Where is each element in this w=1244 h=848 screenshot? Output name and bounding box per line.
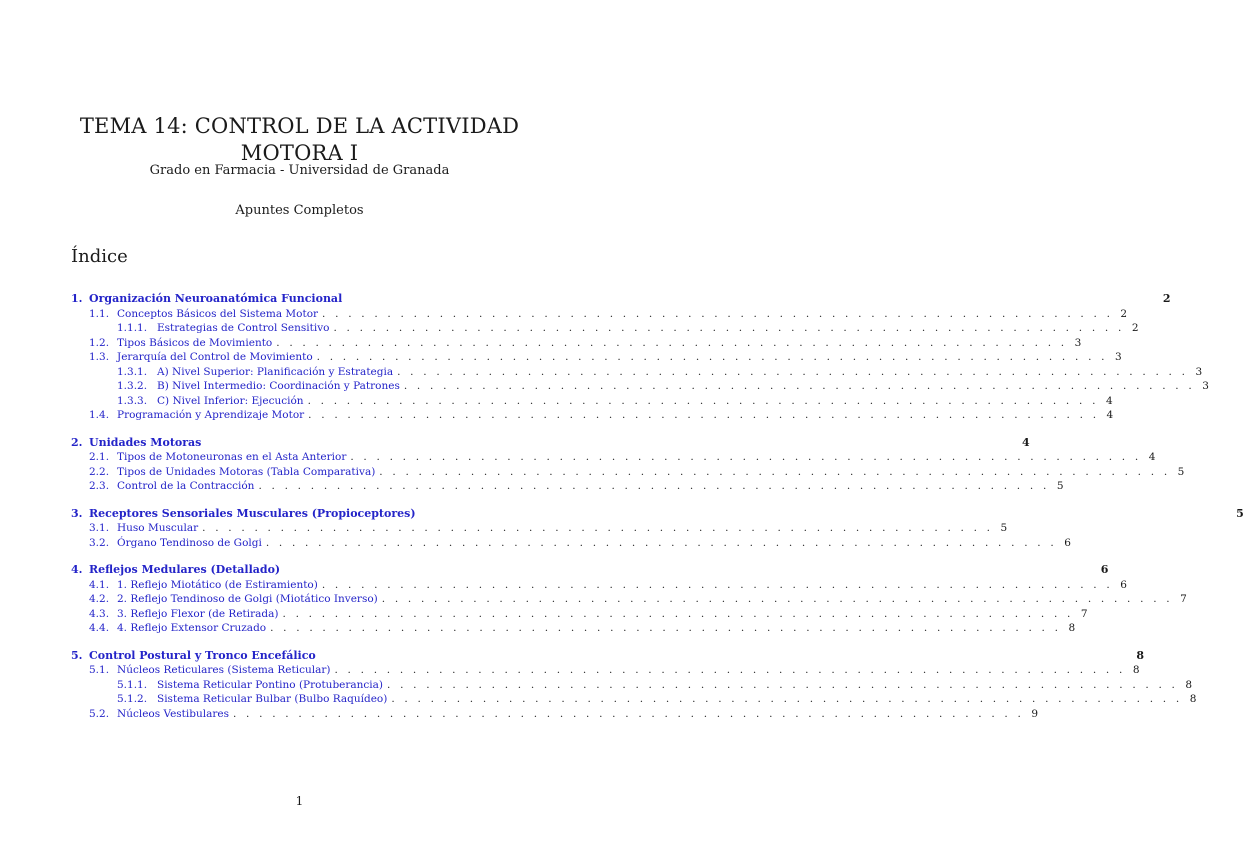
toc-entry-page: 8 (1189, 693, 1197, 705)
toc-entry-number[interactable]: 3.2. (89, 536, 110, 549)
toc-entry-label[interactable]: 3. Reflejo Flexor (de Retirada) (117, 607, 279, 620)
toc-entry-page: 2 (1131, 322, 1139, 334)
toc-section-entry[interactable] (71, 435, 1030, 451)
toc-dot-leader: . . . . . . . . . . . . . . . . . . . . . . . . . . . . . . . . . . . . . . . . . . . . . . . . . . . . . . . . . . . . . (381, 593, 1173, 605)
toc-section-entry[interactable] (71, 292, 1171, 307)
toc-entry-page: 4 (1022, 435, 1030, 449)
toc-entry-number[interactable]: 1.1. (89, 307, 110, 320)
toc-dot-leader: . . . . . . . . . . . . . . . . . . . . . . . . . . . . . . . . . . . . . . . . . . . . . . . . . . . . . . . . . . . . . (282, 607, 1074, 620)
toc-dot-leader: . . . . . . . . . . . . . . . . . . . . . . . . . . . . . . . . . . . . . . . . . . . . . . . . . . . . . . . . . . . . . (333, 322, 1125, 334)
toc-entry-label[interactable]: Control Postural y Tronco Encefálico (89, 648, 316, 662)
toc-dot-leader: . . . . . . . . . . . . . . . . . . . . . . . . . . . . . . . . . . . . . . . . . . . . . . . . . . . . . . . . . . . . . (350, 451, 1142, 463)
toc-dot-leader: . . . . . . . . . . . . . . . . . . . . . . . . . . . . . . . . . . . . . . . . . . . . . . . . . . . . . . . . . . . . . (258, 480, 1050, 492)
title-line-1: TEMA 14: CONTROL DE LA ACTIVIDAD (79, 114, 520, 138)
toc-entry-page: 5 (1000, 522, 1008, 534)
toc-dot-leader: . . . . . . . . . . . . . . . . . . . . . . . . . . . . . . . . . . . . . . . . . . . . . . . . . . . . . . . . . . . . . (334, 664, 1126, 676)
toc-dot-leader: . . . . . . . . . . . . . . . . . . . . . . . . . . . . . . . . . . . . . . . . . . . . . . . . . . . . . . . . . . . . . (379, 465, 1171, 478)
toc-entry-label[interactable]: Programación y Aprendizaje Motor (117, 409, 305, 421)
toc-entry-page: 3 (1202, 380, 1209, 392)
toc-entry-page: 8 (1132, 664, 1140, 676)
toc-entry-label[interactable]: Receptores Sensoriales Musculares (Propioceptores) (89, 506, 416, 520)
toc-entry-number[interactable]: 1.3.1. (117, 365, 148, 378)
toc-subsection-entry[interactable] (71, 607, 1088, 622)
toc-entry-label[interactable]: Unidades Motoras (89, 435, 202, 449)
table-of-contents (71, 292, 1244, 734)
toc-dot-leader: . . . . . . . . . . . . . . . . . . . . . . . . . . . . . . . . . . . . . . . . . . . . . . . . . . . . . . . . . . . . . (397, 365, 1189, 378)
toc-entry-number[interactable]: 4. (71, 563, 83, 576)
toc-entry-label[interactable]: Sistema Reticular Bulbar (Bulbo Raquídeo) (157, 693, 388, 705)
toc-section-block (71, 563, 1187, 636)
toc-entry-page: 2 (1120, 307, 1128, 320)
toc-dot-leader: . . . . . . . . . . . . . . . . . . . . . . . . . . . . . . . . . . . . . . . . . . . . . . . . . . . . . . . . . . . . . (307, 394, 1099, 407)
toc-entry-label[interactable]: Organización Neuroanatómica Funcional (89, 292, 343, 305)
toc-subsection-entry[interactable] (71, 521, 1008, 536)
toc-subsubsection-entry[interactable] (71, 678, 1193, 693)
toc-entry-number[interactable]: 5.1. (89, 664, 110, 676)
toc-entry-label[interactable]: Jerarquía del Control de Movimiento (117, 351, 313, 363)
toc-entry-label[interactable]: Huso Muscular (117, 522, 199, 534)
toc-entry-page: 4 (1148, 451, 1156, 463)
toc-dot-leader: . . . . . . . . . . . . . . . . . . . . . . . . . . . . . . . . . . . . . . . . . . . . . . . . . . . . . . . . . . . . . (322, 307, 1114, 320)
toc-entry-number[interactable]: 5.1.2. (117, 693, 148, 705)
toc-entry-label[interactable]: Tipos Básicos de Movimiento (117, 336, 273, 349)
toc-entry-page: 4 (1105, 394, 1113, 407)
toc-subsection-entry[interactable] (71, 707, 1039, 722)
document-subtitle: Grado en Farmacia - Universidad de Granada (149, 163, 450, 178)
toc-entry-page: 5 (1177, 465, 1185, 478)
toc-subsection-entry[interactable] (71, 408, 1114, 423)
toc-subsubsection-entry[interactable] (71, 394, 1113, 409)
toc-entry-label[interactable]: Tipos de Motoneuronas en el Asta Anterior (117, 451, 347, 463)
toc-entry-label[interactable]: C) Nivel Inferior: Ejecución (157, 394, 304, 407)
toc-entry-label[interactable]: 2. Reflejo Tendinoso de Golgi (Miotático Inverso) (117, 593, 378, 605)
toc-subsection-entry[interactable] (71, 465, 1185, 480)
toc-subsection-entry[interactable] (71, 450, 1156, 465)
toc-section-block (71, 292, 1209, 423)
toc-entry-page: 8 (1068, 622, 1076, 634)
toc-heading: Índice (71, 246, 128, 267)
toc-entry-number[interactable]: 2.1. (89, 451, 110, 463)
page-number: 1 (295, 794, 304, 808)
toc-dot-leader: . . . . . . . . . . . . . . . . . . . . . . . . . . . . . . . . . . . . . . . . . . . . . . . . . . . . . . . . . . . . . (391, 693, 1183, 705)
toc-dot-leader: . . . . . . . . . . . . . . . . . . . . . . . . . . . . . . . . . . . . . . . . . . . . . . . . . . . . . . . . . . . . . (321, 578, 1113, 591)
document-author: Apuntes Completos (235, 203, 364, 218)
toc-dot-leader: . . . . . . . . . . . . . . . . . . . . . . . . . . . . . . . . . . . . . . . . . . . . . . . . . . . . . . . . . . . . . (232, 707, 1025, 720)
toc-entry-number[interactable]: 4.4. (89, 622, 110, 634)
toc-subsection-entry[interactable] (71, 578, 1127, 593)
toc-entry-page: 8 (1136, 648, 1145, 662)
toc-entry-label[interactable]: Estrategias de Control Sensitivo (157, 322, 330, 334)
toc-entry-number[interactable]: 1.2. (89, 336, 110, 349)
document-title (0, 113, 599, 167)
toc-entry-page: 5 (1056, 480, 1064, 492)
title-line-2: MOTORA I (240, 141, 359, 165)
toc-section-entry[interactable] (71, 648, 1145, 664)
toc-entry-page: 9 (1031, 707, 1039, 720)
toc-entry-number[interactable]: 3.1. (89, 522, 110, 534)
toc-dot-leader: . . . . . . . . . . . . . . . . . . . . . . . . . . . . . . . . . . . . . . . . . . . . . . . . . . . . . . . . . . . . . (316, 351, 1108, 363)
toc-subsection-entry[interactable] (71, 479, 1064, 494)
toc-subsection-entry[interactable] (71, 307, 1128, 322)
toc-dot-leader: . . . . . . . . . . . . . . . . . . . . . . . . . . . . . . . . . . . . . . . . . . . . . . . . . . . . . . . . . . . . . (265, 536, 1057, 549)
toc-entry-number[interactable]: 5.1.1. (117, 678, 148, 691)
toc-subsection-entry[interactable] (71, 621, 1076, 636)
toc-entry-page: 5 (1236, 506, 1244, 520)
toc-entry-label[interactable]: Tipos de Unidades Motoras (Tabla Comparativa) (117, 465, 376, 478)
toc-entry-number[interactable]: 1. (71, 292, 83, 305)
toc-entry-label[interactable]: Núcleos Reticulares (Sistema Reticular) (117, 664, 331, 676)
toc-subsection-entry[interactable] (71, 536, 1071, 551)
toc-entry-number[interactable]: 1.3. (89, 351, 110, 363)
toc-entry-number[interactable]: 4.3. (89, 607, 110, 620)
toc-section-entry[interactable] (71, 506, 1244, 522)
toc-subsubsection-entry[interactable] (71, 692, 1197, 707)
toc-entry-label[interactable]: A) Nivel Superior: Planificación y Estrategia (157, 365, 394, 378)
toc-dot-leader: . . . . . . . . . . . . . . . . . . . . . . . . . . . . . . . . . . . . . . . . . . . . . . . . . . . . . . . . . . . . . (387, 678, 1179, 691)
toc-entry-number[interactable]: 2.3. (89, 480, 110, 492)
toc-section-block (71, 435, 1185, 494)
toc-entry-label[interactable]: Sistema Reticular Pontino (Protuberancia) (157, 678, 384, 691)
toc-entry-page: 4 (1106, 409, 1114, 421)
toc-entry-page: 2 (1162, 292, 1171, 305)
toc-entry-page: 6 (1064, 536, 1071, 549)
toc-entry-page: 7 (1080, 607, 1088, 620)
toc-entry-label[interactable]: Núcleos Vestibulares (117, 707, 229, 720)
toc-dot-leader: . . . . . . . . . . . . . . . . . . . . . . . . . . . . . . . . . . . . . . . . . . . . . . . . . . . . . . . . . . . . . (202, 522, 994, 534)
toc-subsubsection-entry[interactable] (71, 365, 1203, 380)
toc-entry-page: 6 (1120, 578, 1127, 591)
toc-entry-number[interactable]: 1.3.2. (117, 380, 148, 392)
toc-entry-number[interactable]: 5. (71, 648, 83, 662)
toc-entry-label[interactable]: B) Nivel Intermedio: Coordinación y Patrones (157, 380, 400, 392)
toc-subsubsection-entry[interactable] (71, 321, 1139, 336)
toc-entry-label[interactable]: Órgano Tendinoso de Golgi (117, 536, 262, 549)
toc-entry-page: 3 (1115, 351, 1122, 363)
toc-entry-page: 7 (1180, 593, 1187, 605)
toc-dot-leader: . . . . . . . . . . . . . . . . . . . . . . . . . . . . . . . . . . . . . . . . . . . . . . . . . . . . . . . . . . . . . (276, 336, 1068, 349)
toc-entry-page: 3 (1195, 365, 1203, 378)
toc-dot-leader: . . . . . . . . . . . . . . . . . . . . . . . . . . . . . . . . . . . . . . . . . . . . . . . . . . . . . . . . . . . . . (308, 409, 1100, 421)
toc-entry-number[interactable]: 3. (71, 506, 83, 520)
toc-subsection-entry[interactable] (71, 350, 1122, 365)
toc-section-block (71, 648, 1197, 722)
toc-entry-label[interactable]: 1. Reflejo Miotático (de Estiramiento) (117, 578, 318, 591)
toc-entry-number[interactable]: 1.4. (89, 409, 110, 421)
toc-subsection-entry[interactable] (71, 592, 1187, 607)
toc-entry-number[interactable]: 1.3.3. (117, 394, 148, 407)
toc-entry-number[interactable]: 2. (71, 435, 83, 449)
toc-subsubsection-entry[interactable] (71, 379, 1209, 394)
toc-subsection-entry[interactable] (71, 336, 1082, 351)
toc-dot-leader: . . . . . . . . . . . . . . . . . . . . . . . . . . . . . . . . . . . . . . . . . . . . . . . . . . . . . . . . . . . . . (403, 380, 1195, 392)
toc-entry-label[interactable]: Reflejos Medulares (Detallado) (89, 563, 281, 576)
toc-entry-page: 3 (1074, 336, 1082, 349)
toc-entry-number[interactable]: 4.2. (89, 593, 110, 605)
toc-dot-leader: . . . . . . . . . . . . . . . . . . . . . . . . . . . . . . . . . . . . . . . . . . . . . . . . . . . . . . . . . . . . . (270, 622, 1062, 634)
toc-entry-number[interactable]: 4.1. (89, 578, 110, 591)
toc-entry-number[interactable]: 2.2. (89, 465, 110, 478)
toc-entry-page: 6 (1100, 563, 1109, 576)
toc-entry-number[interactable]: 5.2. (89, 707, 110, 720)
toc-subsection-entry[interactable] (71, 663, 1140, 678)
toc-section-block (71, 506, 1244, 551)
toc-entry-page: 8 (1185, 678, 1193, 691)
toc-entry-number[interactable]: 1.1.1. (117, 322, 148, 334)
toc-entry-label[interactable]: Control de la Contracción (117, 480, 255, 492)
toc-section-entry[interactable] (71, 563, 1109, 578)
toc-entry-label[interactable]: 4. Reflejo Extensor Cruzado (117, 622, 267, 634)
toc-entry-label[interactable]: Conceptos Básicos del Sistema Motor (117, 307, 319, 320)
